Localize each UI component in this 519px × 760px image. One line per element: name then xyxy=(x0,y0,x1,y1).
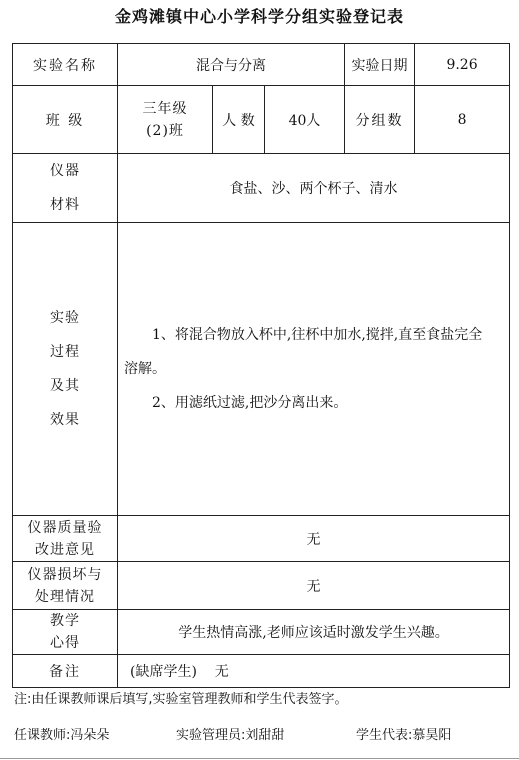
experiment-name-value: 混合与分离 xyxy=(118,44,345,86)
signature-student-rep: 学生代表:慕昊阳 xyxy=(356,728,452,743)
quality-label: 仪器质量验 改进意见 xyxy=(13,516,118,562)
row-teaching xyxy=(13,610,510,655)
experiment-date-value: 9.26 xyxy=(415,44,510,86)
damage-value: 无 xyxy=(118,562,510,610)
damage-label: 仪器损坏与 处理情况 xyxy=(13,562,118,610)
row-remarks xyxy=(13,655,510,688)
teaching-value: 学生热情高涨,老师应该适时激发学生兴趣。 xyxy=(118,610,510,655)
class-value: 三年级 (2)班 xyxy=(118,86,213,154)
class-label: 班 级 xyxy=(13,86,118,154)
experiment-register-table xyxy=(12,43,510,688)
row-process xyxy=(13,223,510,516)
process-content xyxy=(118,223,510,516)
remarks-label: 备注 xyxy=(13,655,118,688)
signature-lab-manager: 实验管理员:刘甜甜 xyxy=(176,728,285,743)
equipment-value: 食盐、沙、两个杯子、清水 xyxy=(118,154,510,223)
process-label: 实验 过程 及其 效果 xyxy=(13,223,118,516)
row-class-info xyxy=(13,86,510,154)
row-equipment xyxy=(13,154,510,223)
count-value: 40人 xyxy=(265,86,345,154)
signature-teacher: 任课教师:冯朵朵 xyxy=(14,728,110,743)
quality-value: 无 xyxy=(118,516,510,562)
footer-note: 注:由任课教师课后填写,实验室管理教师和学生代表签字。 xyxy=(14,692,348,707)
groups-value: 8 xyxy=(415,86,510,154)
process-step-2: 2、用滤纸过滤,把沙分离出来。 xyxy=(152,395,348,411)
groups-label: 分组数 xyxy=(345,86,415,154)
experiment-date-label: 实验日期 xyxy=(345,44,415,86)
equipment-label: 仪器 材料 xyxy=(13,154,118,223)
experiment-name-label: 实验名称 xyxy=(13,44,118,86)
page-bottom-divider xyxy=(0,758,519,759)
count-label: 人 数 xyxy=(213,86,265,154)
process-step-1: 1、将混合物放入杯中,往杯中加水,搅拌,直至食盐完全溶解。 xyxy=(124,327,483,377)
row-experiment-name xyxy=(13,44,510,86)
teaching-label: 教学 心得 xyxy=(13,610,118,655)
row-quality xyxy=(13,516,510,562)
remarks-value: (缺席学生) 无 xyxy=(118,655,510,688)
row-damage xyxy=(13,562,510,610)
page-title: 金鸡滩镇中心小学科学分组实验登记表 xyxy=(114,7,404,26)
